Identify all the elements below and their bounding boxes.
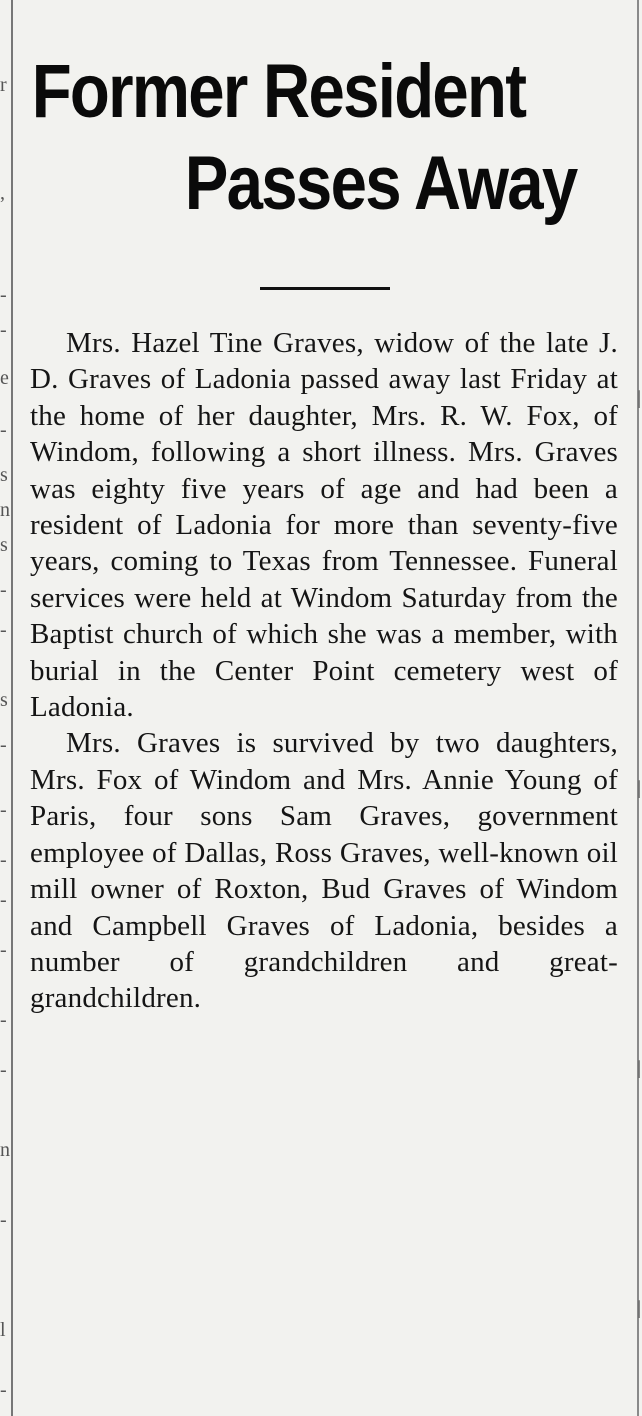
- cut-off-letter: -: [0, 849, 7, 871]
- cut-off-letter: -: [0, 419, 7, 441]
- cut-off-letter: -: [0, 799, 7, 821]
- paragraph-1: Mrs. Hazel Tine Graves, widow of the late J. D. Graves of Ladonia passed away last Friday at the home of her daughter, Mrs. R. W. Fox, of Windom, following a short illness. Mrs. Graves was eighty five years of age and had been a resident of Ladonia for more than seventy-five years, coming to Texas from Tennessee. Funeral services were held at Windom Saturday from the Baptist church of which she was a member, with burial in the Center Point cemetery west of Ladonia.: [30, 327, 618, 724]
- column-rule-left: [11, 0, 13, 1416]
- cut-off-letter: -: [0, 619, 7, 641]
- column-rule-right: [636, 0, 642, 1416]
- headline-line-2: Passes Away: [184, 141, 577, 226]
- paragraph-2: Mrs. Graves is survived by two daughters, Mrs. Fox of Windom and Mrs. Annie Young of Paris, four sons Sam Graves, government employee of Dallas, Ross Graves, well-known oil mill owner of Roxton, Bud Graves of Windom and Campbell Graves of Ladonia, besides a number of grandchildren and great-grandchildren.: [30, 727, 618, 1015]
- cut-off-letter: |: [636, 778, 642, 799]
- cut-off-letter: n: [0, 1139, 10, 1161]
- cut-off-letter: |: [636, 1058, 642, 1079]
- adjacent-column-right: [633, 0, 641, 1416]
- headline-divider: [260, 287, 390, 290]
- cut-off-letter: l: [0, 1319, 6, 1341]
- cut-off-letter: s: [0, 464, 8, 486]
- cut-off-letter: -: [0, 284, 7, 306]
- cut-off-letter: -: [0, 1379, 7, 1401]
- cut-off-letter: s: [0, 689, 8, 711]
- cut-off-letter: -: [0, 734, 7, 756]
- cut-off-letter: |: [636, 1298, 642, 1319]
- cut-off-letter: e: [0, 367, 9, 389]
- cut-off-letter: -: [0, 939, 7, 961]
- cut-off-letter: -: [0, 319, 7, 341]
- adjacent-column-left: [0, 0, 12, 1416]
- cut-off-letter: n: [0, 499, 10, 521]
- cut-off-letter: r: [0, 74, 7, 96]
- article-headline: [30, 43, 577, 233]
- cut-off-letter: -: [0, 579, 7, 601]
- cut-off-letter: -: [0, 1209, 7, 1231]
- cut-off-letter: ,: [0, 182, 5, 204]
- cut-off-letter: -: [0, 1009, 7, 1031]
- headline-line-1: Former Resident: [31, 49, 526, 134]
- article-body: [30, 325, 618, 1017]
- obituary-article: [30, 0, 618, 1015]
- cut-off-letter: -: [0, 889, 7, 911]
- cut-off-letter: s: [0, 534, 8, 556]
- cut-off-letter: -: [0, 1059, 7, 1081]
- cut-off-letter: |: [636, 388, 642, 409]
